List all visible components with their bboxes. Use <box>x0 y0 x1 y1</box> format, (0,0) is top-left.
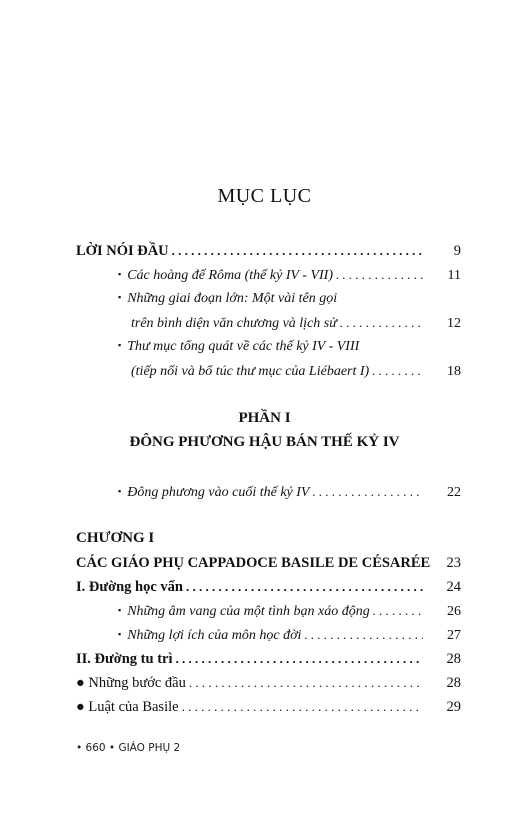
toc-page: 28 <box>446 675 461 691</box>
toc-page: 26 <box>447 604 461 619</box>
toc-page: 18 <box>447 364 461 379</box>
toc-entry-east <box>118 482 461 502</box>
page-title: MỤC LỤC <box>217 185 312 207</box>
toc-entry-rule <box>76 697 461 717</box>
dot-leader <box>369 361 423 381</box>
toc-entry-bibliography-line1 <box>118 337 461 357</box>
toc-page: 23 <box>446 555 461 571</box>
toc-entry-secular-study <box>118 625 461 645</box>
part-heading: PHẦN I <box>238 410 291 426</box>
part-title: ĐÔNG PHƯƠNG HẬU BÁN THẾ KỶ IV <box>129 434 400 450</box>
dot-leader <box>309 482 423 502</box>
dot-leader <box>173 649 424 669</box>
toc-label: Những lợi ích của môn học đời <box>127 628 302 643</box>
toc-label: (tiếp nối và bổ túc thư mục của Liébaert I) <box>131 364 370 379</box>
toc-entry-monastic <box>76 649 461 669</box>
toc-page: 11 <box>447 268 461 283</box>
toc-entry-friendship <box>118 601 461 621</box>
toc-entry-stages-line2 <box>131 313 461 333</box>
toc-page: 12 <box>447 316 461 331</box>
dot-leader <box>183 577 423 597</box>
bullet-icon: ▪ <box>118 292 122 302</box>
bullet-icon: ▪ <box>118 269 122 279</box>
toc-page: 28 <box>446 651 461 667</box>
toc-page: 29 <box>446 699 461 715</box>
chapter-heading: CHƯƠNG I <box>76 530 155 546</box>
toc-page: 22 <box>447 485 461 500</box>
toc-entry-study <box>76 577 461 597</box>
toc-label: II. Đường tu trì <box>76 651 173 667</box>
toc-entry-emperors <box>118 265 461 285</box>
toc-label: Đông phương vào cuối thế kỷ IV <box>127 485 310 500</box>
dot-leader <box>333 265 423 285</box>
toc-label: I. Đường học vấn <box>76 579 183 595</box>
toc-entry-first-steps <box>76 673 461 693</box>
bullet-icon: ▪ <box>118 605 122 615</box>
toc-page: 27 <box>447 628 461 643</box>
dot-leader <box>337 313 423 333</box>
toc-label: Những âm vang của một tình bạn xáo động <box>127 604 370 619</box>
toc-label: CÁC GIÁO PHỤ CAPPADOCE BASILE DE CÉSARÉE <box>76 555 431 571</box>
toc-entry-chapter-title <box>76 553 461 573</box>
toc-label: Những giai đoạn lớn: Một vài tên gọi <box>127 291 338 306</box>
toc-entry-preface <box>76 241 461 261</box>
dot-leader <box>169 241 423 261</box>
toc-label: ● Luật của Basile <box>76 699 179 715</box>
toc-label: ● Những bước đầu <box>76 675 186 691</box>
dot-leader <box>186 673 423 693</box>
toc-label: Các hoàng đế Rôma (thế kỷ IV - VII) <box>127 268 333 283</box>
dot-leader <box>301 625 423 645</box>
bullet-icon: ▪ <box>118 629 122 639</box>
toc-entry-stages-line1 <box>118 289 461 309</box>
toc-page: 24 <box>446 579 461 595</box>
bullet-icon: ▪ <box>118 340 122 350</box>
toc-label: trên bình diện văn chương và lịch sử <box>131 316 337 331</box>
page-footer: • 660 • GIÁO PHỤ 2 <box>76 742 181 754</box>
toc-label: Thư mục tổng quát về các thế kỷ IV - VIII <box>127 339 360 354</box>
bullet-icon: ▪ <box>118 486 122 496</box>
dot-leader <box>370 601 423 621</box>
toc-label: LỜI NÓI ĐẦU <box>76 243 169 259</box>
toc-page: 9 <box>453 243 461 259</box>
dot-leader <box>179 697 423 717</box>
toc-entry-bibliography-line2 <box>131 361 461 381</box>
